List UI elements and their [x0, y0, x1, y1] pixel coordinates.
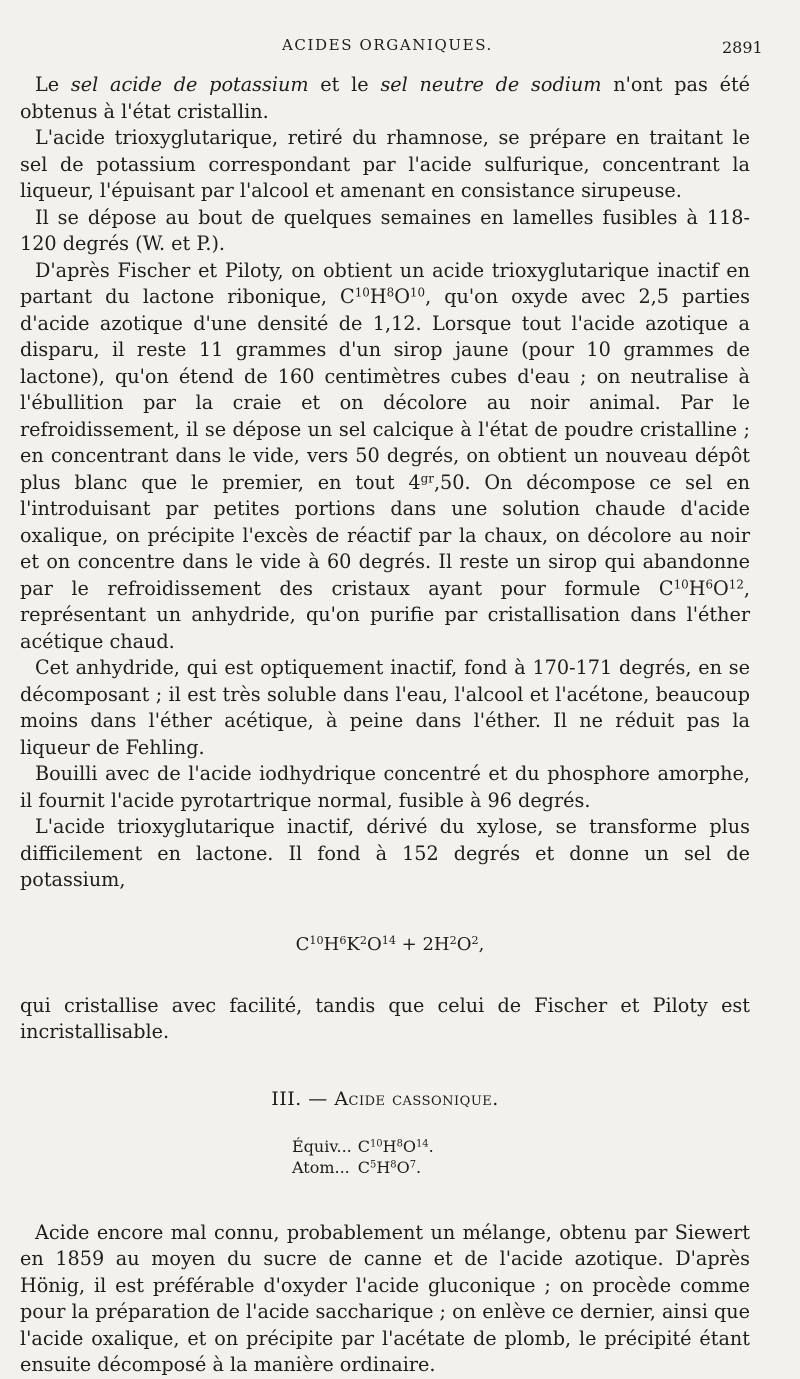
paragraph-preparation: L'acide trioxyglutarique, retiré du rhamnose, se prépare en traitant le sel de potassium correspondant par l'acide sulfurique, concentrant la liqueur, l'épuisant par l'alcool et amenant en consistance sirupeuse.	[20, 126, 750, 202]
paragraph-cassonic: Acide encore mal connu, probablement un mélange, obtenu par Siewert en 1859 au moyen du sucre de canne et de l'acide azotique. D'après Hönig, il est préférable d'oxyder l'acide gluconique ; on procède comme pour la préparation de l'acide saccharique ; on enlève ce dernier, ainsi que l'acide oxalique, et on précipite par l'acétate de plomb, le précipité étant ensuite décomposé à la manière ordinaire.	[20, 1220, 750, 1376]
paragraph-anhydride: Cet anhydride, qui est optiquement inactif, fond à 170-171 degrés, en se décomposant ; il est très soluble dans l'eau, l'alcool et l'acétone, beaucoup moins dans l'éther acétique, à peine dans l'éther. Il ne réduit pas la liqueur de Fehling.	[20, 656, 750, 759]
paragraph-salts: Le sel acide de potassium et le sel neutre de sodium n'ont pas été obtenus à l'état cristallin.	[20, 73, 751, 123]
formula-table	[292, 1136, 440, 1178]
paragraph-deposit: Il se dépose au bout de quelques semaines en lamelles fusibles à 118-120 degrés (W. et P.).	[20, 205, 750, 255]
equiv-label: Équiv...	[292, 1136, 352, 1156]
atom-formula: $C^5H^8O^7$.	[357, 1157, 422, 1177]
running-header	[0, 34, 800, 60]
atom-label: Atom...	[292, 1157, 350, 1177]
equiv-formula: $C^{10}H^8O^{14}$.	[357, 1136, 434, 1156]
page-body	[20, 72, 750, 1379]
atom-row	[292, 1157, 440, 1178]
paragraph-iodhydric: Bouilli avec de l'acide iodhydrique concentré et du phosphore amorphe, il fournit l'acide pyrotartrique normal, fusible à 96 degrés.	[20, 762, 750, 812]
paragraph-xylose: L'acide trioxyglutarique inactif, dérivé du xylose, se transforme plus difficilement en lactone. Il fond à 152 degrés et donne un sel de potassium,	[20, 815, 750, 891]
equiv-row	[292, 1136, 440, 1157]
header-title: ACIDES ORGANIQUES.	[282, 36, 493, 54]
section-heading: III. — Acide cassonique.	[271, 1087, 499, 1110]
page-number: 2891	[722, 38, 763, 57]
paragraph-crystallise: qui cristallise avec facilité, tandis que celui de Fischer et Piloty est incristallisable.	[20, 993, 750, 1043]
paragraph-fischer-piloty: D'après Fischer et Piloty, on obtient un acide trioxyglutarique inactif en partant du lactone ribonique, $C^{10}H^8O^{10}$, qu'on oxyde avec 2,5 parties d'acide azotique d'une densité de 1,12. Lorsque tout l'acide azotique a disparu, il reste 11 grammes d'un sirop jaune (pour 10 grammes de lactone), qu'on étend de 160 centimètres cubes d'eau ; on neutralise à l'ébullition par la craie et on décolore au noir animal. Par le refroidissement, il se dépose un sel calcique à l'état de poudre cristalline ; en concentrant dans le vide, vers 50 degrés, on obtient un nouveau dépôt plus blanc que le premier, en tout $4^{gr},50$. On décompose ce sel en l'introduisant par petites portions dans une solution chaude d'acide oxalique, on précipite l'excès de réactif par la chaux, on décolore au noir et on concentre dans le vide à 60 degrés. Il reste un sirop qui abandonne par le refroidissement des cristaux ayant pour formule $C^{10}H^6O^{12}$, représentant un anhydride, qu'on purifie par cristallisation dans l'éther acétique chaud.	[20, 258, 750, 653]
formula-potassium-salt: $C^{10}H^6K^2O^{14} + 2H^2O^2$,	[295, 933, 485, 955]
